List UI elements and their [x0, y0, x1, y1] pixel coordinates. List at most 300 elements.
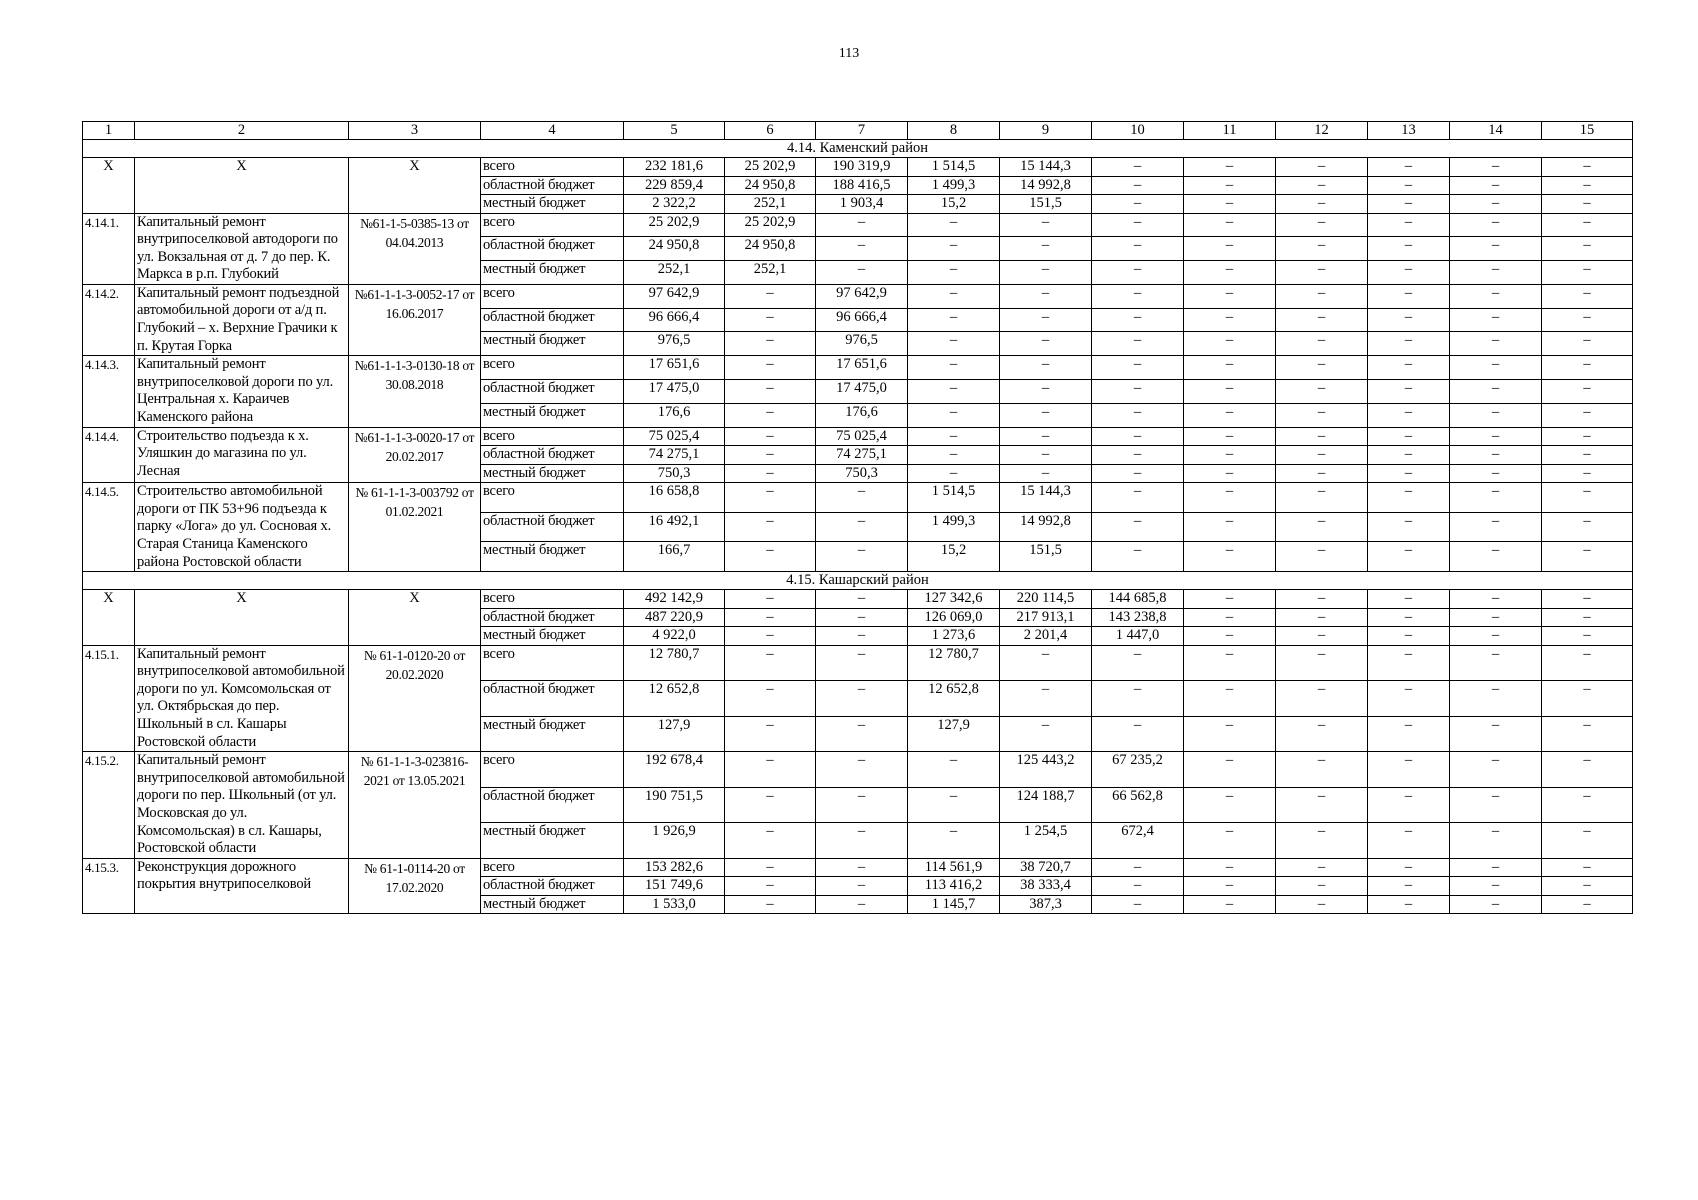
amount-cell: – [1542, 590, 1633, 609]
amount-cell: 387,3 [1000, 895, 1092, 914]
column-header: 12 [1276, 122, 1368, 140]
amount-cell: – [1368, 427, 1450, 446]
amount-cell: – [1092, 356, 1184, 380]
funding-source: местный бюджет [481, 332, 624, 356]
amount-cell: 127,9 [908, 716, 1000, 752]
amount-cell: – [1542, 895, 1633, 914]
amount-cell: 24 950,8 [624, 237, 725, 261]
amount-cell: – [1450, 237, 1542, 261]
amount-cell: – [1092, 512, 1184, 542]
amount-cell: – [1542, 877, 1633, 896]
amount-cell: – [908, 308, 1000, 332]
amount-cell: – [908, 823, 1000, 859]
amount-cell: – [1542, 716, 1633, 752]
amount-cell: – [725, 483, 816, 513]
funding-source: областной бюджет [481, 877, 624, 896]
amount-cell: – [725, 627, 816, 646]
amount-cell: – [1450, 877, 1542, 896]
amount-cell: – [1276, 681, 1368, 717]
amount-cell: – [1368, 213, 1450, 237]
funding-source: всего [481, 645, 624, 681]
amount-cell: – [1542, 356, 1633, 380]
amount-cell: – [1092, 380, 1184, 404]
amount-cell: – [908, 356, 1000, 380]
amount-cell: – [725, 332, 816, 356]
amount-cell: – [1184, 213, 1276, 237]
amount-cell: 2 201,4 [1000, 627, 1092, 646]
amount-cell: 976,5 [816, 332, 908, 356]
amount-cell: – [1450, 787, 1542, 823]
funding-source: всего [481, 356, 624, 380]
column-header: 11 [1184, 122, 1276, 140]
amount-cell: 124 188,7 [1000, 787, 1092, 823]
table-row [83, 752, 1633, 788]
amount-cell: – [725, 716, 816, 752]
amount-cell: – [1542, 158, 1633, 177]
amount-cell: 12 652,8 [908, 681, 1000, 717]
amount-cell: – [908, 446, 1000, 465]
item-number: 4.14.2. [83, 284, 135, 355]
amount-cell: 976,5 [624, 332, 725, 356]
amount-cell: – [1542, 380, 1633, 404]
amount-cell: – [1450, 213, 1542, 237]
amount-cell: 1 514,5 [908, 483, 1000, 513]
amount-cell: – [1542, 213, 1633, 237]
funding-source: местный бюджет [481, 195, 624, 214]
amount-cell: – [1184, 627, 1276, 646]
amount-cell: – [1184, 464, 1276, 483]
amount-cell: – [1542, 858, 1633, 877]
amount-cell: – [1276, 403, 1368, 427]
amount-cell: 14 992,8 [1000, 176, 1092, 195]
amount-cell: 97 642,9 [816, 284, 908, 308]
amount-cell: – [1276, 787, 1368, 823]
amount-cell: – [725, 787, 816, 823]
amount-cell: 188 416,5 [816, 176, 908, 195]
amount-cell: 74 275,1 [816, 446, 908, 465]
amount-cell: – [725, 403, 816, 427]
amount-cell: 176,6 [624, 403, 725, 427]
amount-cell: 1 903,4 [816, 195, 908, 214]
amount-cell: – [725, 464, 816, 483]
amount-cell: – [1276, 645, 1368, 681]
funding-source: всего [481, 284, 624, 308]
amount-cell: – [1368, 356, 1450, 380]
amount-cell: – [816, 877, 908, 896]
amount-cell: – [816, 261, 908, 285]
amount-cell: – [1092, 308, 1184, 332]
amount-cell: – [908, 427, 1000, 446]
amount-cell: – [1276, 195, 1368, 214]
amount-cell: – [1092, 681, 1184, 717]
amount-cell: – [1368, 823, 1450, 859]
amount-cell: – [1184, 332, 1276, 356]
item-document: № 61-1-0120-20 от 20.02.2020 [349, 645, 481, 752]
item-number: 4.15.2. [83, 752, 135, 859]
amount-cell: – [1450, 464, 1542, 483]
amount-cell: – [1092, 213, 1184, 237]
amount-cell: – [908, 261, 1000, 285]
amount-cell: – [1092, 195, 1184, 214]
amount-cell: – [1000, 308, 1092, 332]
amount-cell: – [1000, 261, 1092, 285]
amount-cell: – [1450, 332, 1542, 356]
amount-cell: – [1000, 403, 1092, 427]
funding-source: местный бюджет [481, 261, 624, 285]
amount-cell: – [1276, 464, 1368, 483]
amount-cell: – [1184, 752, 1276, 788]
amount-cell: – [1092, 645, 1184, 681]
amount-cell: – [1184, 176, 1276, 195]
amount-cell: – [816, 823, 908, 859]
amount-cell: – [1450, 823, 1542, 859]
amount-cell: – [725, 512, 816, 542]
amount-cell: 15,2 [908, 542, 1000, 572]
amount-cell: – [908, 787, 1000, 823]
item-name: Капитальный ремонт внутрипоселковой автодороги по ул. Вокзальная от д. 7 до пер. К. Маркса в р.п. Глубокий [135, 213, 349, 284]
funding-source: всего [481, 752, 624, 788]
amount-cell: – [1450, 308, 1542, 332]
amount-cell: – [816, 716, 908, 752]
amount-cell: 14 992,8 [1000, 512, 1092, 542]
column-header: 14 [1450, 122, 1542, 140]
item-document: №61-1-1-3-0020-17 от 20.02.2017 [349, 427, 481, 483]
table-row [83, 590, 1633, 609]
amount-cell: 151 749,6 [624, 877, 725, 896]
amount-cell: – [1368, 380, 1450, 404]
amount-cell: – [1276, 542, 1368, 572]
amount-cell: – [1000, 427, 1092, 446]
amount-cell: – [1092, 877, 1184, 896]
amount-cell: – [1184, 512, 1276, 542]
amount-cell: 66 562,8 [1092, 787, 1184, 823]
amount-cell: – [1542, 681, 1633, 717]
column-header: 7 [816, 122, 908, 140]
amount-cell: 17 651,6 [624, 356, 725, 380]
amount-cell: – [1276, 356, 1368, 380]
amount-cell: – [725, 858, 816, 877]
amount-cell: – [1542, 427, 1633, 446]
funding-source: всего [481, 427, 624, 446]
column-header: 10 [1092, 122, 1184, 140]
funding-source: местный бюджет [481, 627, 624, 646]
amount-cell: – [1542, 542, 1633, 572]
funding-source: всего [481, 590, 624, 609]
amount-cell: – [1368, 261, 1450, 285]
amount-cell: – [1368, 858, 1450, 877]
amount-cell: – [1184, 284, 1276, 308]
amount-cell: – [1184, 261, 1276, 285]
amount-cell: – [1000, 356, 1092, 380]
amount-cell: 127,9 [624, 716, 725, 752]
table-row [83, 158, 1633, 177]
amount-cell: – [1276, 158, 1368, 177]
amount-cell: – [1276, 213, 1368, 237]
amount-cell: 2 322,2 [624, 195, 725, 214]
amount-cell: 190 319,9 [816, 158, 908, 177]
column-header: 9 [1000, 122, 1092, 140]
amount-cell: – [1276, 877, 1368, 896]
funding-source: областной бюджет [481, 308, 624, 332]
section-title: 4.14. Каменский район [83, 140, 1633, 158]
column-header: 2 [135, 122, 349, 140]
amount-cell: – [1000, 645, 1092, 681]
amount-cell: 25 202,9 [624, 213, 725, 237]
amount-cell: – [725, 645, 816, 681]
amount-cell: 17 475,0 [624, 380, 725, 404]
amount-cell: 1 273,6 [908, 627, 1000, 646]
amount-cell: – [1184, 427, 1276, 446]
amount-cell: – [1276, 752, 1368, 788]
amount-cell: – [1184, 590, 1276, 609]
amount-cell: 38 720,7 [1000, 858, 1092, 877]
amount-cell: 232 181,6 [624, 158, 725, 177]
section-row [83, 140, 1633, 158]
amount-cell: – [908, 284, 1000, 308]
amount-cell: – [1368, 542, 1450, 572]
amount-cell: – [1092, 403, 1184, 427]
amount-cell: – [1184, 681, 1276, 717]
funding-source: областной бюджет [481, 681, 624, 717]
item-name: Реконструкция дорожного покрытия внутрипоселковой [135, 858, 349, 914]
amount-cell: – [1092, 284, 1184, 308]
budget-table [82, 121, 1633, 914]
amount-cell: – [1184, 877, 1276, 896]
section-row [83, 572, 1633, 590]
amount-cell: – [1184, 716, 1276, 752]
amount-cell: – [1542, 627, 1633, 646]
item-name: Капитальный ремонт внутрипоселковой автомобильной дороги по пер. Школьный (от ул. Московская до ул. Комсомольская) в сл. Кашары, Ростовской области [135, 752, 349, 859]
amount-cell: – [1184, 608, 1276, 627]
item-document: №61-1-1-3-0130-18 от 30.08.2018 [349, 356, 481, 427]
amount-cell: – [1092, 464, 1184, 483]
amount-cell: – [1542, 308, 1633, 332]
amount-cell: 144 685,8 [1092, 590, 1184, 609]
amount-cell: – [908, 752, 1000, 788]
amount-cell: – [1276, 308, 1368, 332]
funding-source: областной бюджет [481, 787, 624, 823]
funding-source: областной бюджет [481, 446, 624, 465]
amount-cell: – [1542, 403, 1633, 427]
amount-cell: – [1276, 446, 1368, 465]
amount-cell: – [1542, 752, 1633, 788]
funding-source: местный бюджет [481, 542, 624, 572]
amount-cell: 16 492,1 [624, 512, 725, 542]
column-header: 5 [624, 122, 725, 140]
amount-cell: 492 142,9 [624, 590, 725, 609]
table-row [83, 645, 1633, 681]
amount-cell: – [908, 380, 1000, 404]
amount-cell: 15 144,3 [1000, 483, 1092, 513]
amount-cell: 487 220,9 [624, 608, 725, 627]
item-document: № 61-1-0114-20 от 17.02.2020 [349, 858, 481, 914]
item-document: № 61-1-1-3-003792 от 01.02.2021 [349, 483, 481, 572]
amount-cell: – [725, 308, 816, 332]
amount-cell: – [1092, 261, 1184, 285]
amount-cell: – [1184, 645, 1276, 681]
amount-cell: – [1368, 752, 1450, 788]
amount-cell: – [725, 608, 816, 627]
amount-cell: – [816, 858, 908, 877]
amount-cell: 229 859,4 [624, 176, 725, 195]
amount-cell: – [816, 483, 908, 513]
amount-cell: 17 651,6 [816, 356, 908, 380]
amount-cell: – [1368, 627, 1450, 646]
funding-source: областной бюджет [481, 237, 624, 261]
amount-cell: – [816, 645, 908, 681]
item-number: 4.14.5. [83, 483, 135, 572]
amount-cell: – [1092, 716, 1184, 752]
amount-cell: – [1368, 195, 1450, 214]
item-document: X [349, 590, 481, 646]
amount-cell: 1 499,3 [908, 512, 1000, 542]
amount-cell: – [725, 446, 816, 465]
amount-cell: – [1184, 237, 1276, 261]
item-name: X [135, 158, 349, 214]
item-document: №61-1-5-0385-13 от 04.04.2013 [349, 213, 481, 284]
header-row [83, 122, 1633, 140]
amount-cell: – [725, 752, 816, 788]
amount-cell: 74 275,1 [624, 446, 725, 465]
amount-cell: – [908, 464, 1000, 483]
amount-cell: – [1368, 681, 1450, 717]
amount-cell: 67 235,2 [1092, 752, 1184, 788]
amount-cell: – [1450, 608, 1542, 627]
amount-cell: 16 658,8 [624, 483, 725, 513]
amount-cell: 220 114,5 [1000, 590, 1092, 609]
amount-cell: – [816, 590, 908, 609]
amount-cell: – [1368, 158, 1450, 177]
amount-cell: – [1184, 380, 1276, 404]
amount-cell: 672,4 [1092, 823, 1184, 859]
item-number: 4.15.3. [83, 858, 135, 914]
amount-cell: – [1276, 823, 1368, 859]
amount-cell: 75 025,4 [816, 427, 908, 446]
amount-cell: – [1368, 237, 1450, 261]
item-name: Капитальный ремонт внутрипоселковой автомобильной дороги по ул. Комсомольская от ул. Октябрьская до пер. Школьный в сл. Кашары Ростовской области [135, 645, 349, 752]
amount-cell: 192 678,4 [624, 752, 725, 788]
item-name: Строительство подъезда к х. Уляшкин до магазина по ул. Лесная [135, 427, 349, 483]
amount-cell: 24 950,8 [725, 237, 816, 261]
funding-source: областной бюджет [481, 176, 624, 195]
table-row [83, 284, 1633, 308]
item-number: 4.14.1. [83, 213, 135, 284]
amount-cell: 12 652,8 [624, 681, 725, 717]
amount-cell: 126 069,0 [908, 608, 1000, 627]
amount-cell: – [1276, 512, 1368, 542]
amount-cell: – [725, 681, 816, 717]
column-header: 1 [83, 122, 135, 140]
amount-cell: – [1276, 176, 1368, 195]
amount-cell: – [816, 512, 908, 542]
amount-cell: – [1184, 787, 1276, 823]
amount-cell: – [1450, 542, 1542, 572]
amount-cell: – [1542, 195, 1633, 214]
amount-cell: 252,1 [725, 261, 816, 285]
amount-cell: 97 642,9 [624, 284, 725, 308]
amount-cell: – [1542, 332, 1633, 356]
amount-cell: – [816, 608, 908, 627]
amount-cell: – [1092, 332, 1184, 356]
amount-cell: 127 342,6 [908, 590, 1000, 609]
item-document: №61-1-1-3-0052-17 от 16.06.2017 [349, 284, 481, 355]
item-name: Капитальный ремонт внутрипоселковой дороги по ул. Центральная х. Караичев Каменского района [135, 356, 349, 427]
amount-cell: – [816, 895, 908, 914]
amount-cell: – [1276, 895, 1368, 914]
amount-cell: – [1542, 483, 1633, 513]
amount-cell: – [1276, 284, 1368, 308]
amount-cell: – [1542, 645, 1633, 681]
amount-cell: 176,6 [816, 403, 908, 427]
amount-cell: – [1276, 716, 1368, 752]
amount-cell: – [816, 237, 908, 261]
amount-cell: – [1092, 483, 1184, 513]
amount-cell: – [1000, 284, 1092, 308]
amount-cell: – [816, 752, 908, 788]
amount-cell: – [1092, 427, 1184, 446]
amount-cell: 113 416,2 [908, 877, 1000, 896]
column-header: 3 [349, 122, 481, 140]
amount-cell: 750,3 [816, 464, 908, 483]
amount-cell: – [1276, 627, 1368, 646]
amount-cell: – [1368, 464, 1450, 483]
amount-cell: – [1368, 787, 1450, 823]
amount-cell: – [1368, 716, 1450, 752]
amount-cell: – [1092, 237, 1184, 261]
amount-cell: – [1450, 427, 1542, 446]
amount-cell: – [725, 284, 816, 308]
funding-source: областной бюджет [481, 380, 624, 404]
amount-cell: – [1276, 483, 1368, 513]
funding-source: местный бюджет [481, 895, 624, 914]
amount-cell: – [1450, 158, 1542, 177]
amount-cell: 38 333,4 [1000, 877, 1092, 896]
amount-cell: – [1184, 858, 1276, 877]
funding-source: местный бюджет [481, 716, 624, 752]
amount-cell: 15,2 [908, 195, 1000, 214]
amount-cell: – [1000, 332, 1092, 356]
amount-cell: 114 561,9 [908, 858, 1000, 877]
amount-cell: 750,3 [624, 464, 725, 483]
amount-cell: – [908, 213, 1000, 237]
amount-cell: – [1450, 895, 1542, 914]
table-row [83, 858, 1633, 877]
amount-cell: – [1184, 356, 1276, 380]
amount-cell: 4 922,0 [624, 627, 725, 646]
amount-cell: – [1542, 446, 1633, 465]
amount-cell: – [1450, 483, 1542, 513]
amount-cell: – [725, 823, 816, 859]
column-header: 8 [908, 122, 1000, 140]
amount-cell: 166,7 [624, 542, 725, 572]
funding-source: всего [481, 858, 624, 877]
amount-cell: – [1542, 464, 1633, 483]
column-header: 15 [1542, 122, 1633, 140]
funding-source: всего [481, 158, 624, 177]
amount-cell: – [1368, 608, 1450, 627]
amount-cell: 1 533,0 [624, 895, 725, 914]
amount-cell: 1 254,5 [1000, 823, 1092, 859]
funding-source: областной бюджет [481, 512, 624, 542]
amount-cell: – [1184, 542, 1276, 572]
amount-cell: – [1276, 427, 1368, 446]
amount-cell: – [1450, 380, 1542, 404]
funding-source: местный бюджет [481, 464, 624, 483]
amount-cell: 153 282,6 [624, 858, 725, 877]
amount-cell: – [1542, 261, 1633, 285]
item-document: № 61-1-1-3-023816-2021 от 13.05.2021 [349, 752, 481, 859]
item-name: X [135, 590, 349, 646]
